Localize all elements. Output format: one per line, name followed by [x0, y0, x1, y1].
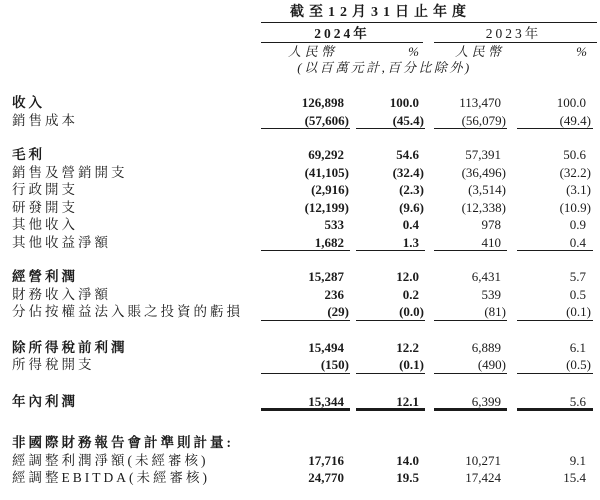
value-cell: 9.1 — [569, 452, 586, 468]
value-cell: 12.2 — [396, 339, 419, 355]
value-cell: 54.6 — [396, 147, 419, 162]
value-cell: (36,496) — [461, 164, 506, 180]
value-cell: 57,391 — [465, 147, 501, 162]
table-row — [0, 94, 600, 112]
value-cell: (150) — [261, 356, 350, 374]
value-cell: 69,292 — [308, 147, 344, 162]
value-cell: 410 — [434, 234, 507, 252]
value-cell: 533 — [324, 217, 344, 232]
row-label: 其他收入 — [12, 217, 78, 232]
table-row — [0, 303, 600, 321]
table-row — [0, 339, 600, 357]
value-cell: 12.0 — [396, 269, 419, 284]
row-label: 銷售成本 — [12, 112, 78, 128]
row-label: 研發開支 — [12, 199, 78, 215]
row-label: 分佔按權益法入賬之投資的虧損 — [12, 304, 243, 319]
value-cell: 15,287 — [308, 269, 344, 284]
row-label: 銷售及營銷開支 — [12, 164, 128, 180]
section-header-row — [0, 434, 600, 452]
value-cell: 17,424 — [465, 470, 501, 485]
unit-note: (以百萬元計,百分比除外) — [297, 60, 472, 75]
value-cell: 100.0 — [389, 95, 419, 110]
value-cell: 50.6 — [563, 147, 586, 162]
row-label: 其他收益淨額 — [12, 234, 111, 250]
column-year-2024: 2024年 — [314, 26, 370, 41]
value-cell: 17,716 — [308, 452, 344, 468]
table-row — [0, 268, 600, 286]
spacer-row — [0, 129, 600, 146]
table-row — [0, 452, 600, 470]
table-row — [0, 469, 600, 487]
table-row — [0, 146, 600, 164]
row-label: 年內利潤 — [12, 393, 78, 409]
value-cell: (490) — [434, 356, 507, 374]
value-cell: (0.1) — [356, 356, 425, 374]
value-cell: 0.2 — [402, 286, 419, 302]
value-cell: 236 — [324, 286, 344, 302]
value-cell: 1,682 — [261, 234, 350, 252]
value-cell: 0.9 — [569, 217, 586, 232]
subheader-rmb-2024: 人民幣 — [288, 44, 338, 59]
value-cell: 14.0 — [396, 452, 419, 468]
value-cell: (32.2) — [559, 164, 591, 180]
value-cell: (2,916) — [311, 182, 349, 197]
rule-under-2023 — [434, 42, 597, 43]
value-cell: 15,494 — [308, 339, 344, 355]
row-label: 收入 — [12, 95, 45, 110]
row-label: 經營利潤 — [12, 269, 78, 284]
value-cell: (81) — [434, 303, 507, 321]
value-cell: 0.4 — [402, 217, 419, 232]
value-cell: (2.3) — [399, 182, 424, 197]
value-cell: (0.1) — [517, 303, 593, 321]
value-cell: (3.1) — [566, 182, 591, 197]
column-year-2023: 2023年 — [485, 26, 542, 41]
row-label: 非國際財務報告會計準則計量: — [12, 435, 234, 450]
value-cell: 6,889 — [471, 339, 501, 355]
spacer-row — [0, 321, 600, 339]
value-cell: (3,514) — [468, 182, 506, 197]
value-cell: 12.1 — [356, 393, 425, 411]
value-cell: 100.0 — [556, 95, 586, 110]
value-cell: (56,079) — [434, 112, 507, 130]
spacer-row — [0, 374, 600, 393]
value-cell: 978 — [481, 217, 501, 232]
value-cell: 10,271 — [465, 452, 501, 468]
value-cell: 24,770 — [308, 470, 344, 485]
value-cell: (49.4) — [517, 112, 593, 130]
value-cell: (12,338) — [461, 199, 506, 215]
table-row — [0, 164, 600, 182]
value-cell: 0.5 — [569, 286, 586, 302]
table-row — [0, 356, 600, 374]
value-cell: 0.4 — [517, 234, 593, 252]
row-label: 毛利 — [12, 147, 45, 162]
value-cell: 113,470 — [459, 95, 501, 110]
spacer-row — [0, 251, 600, 268]
value-cell: (32.4) — [392, 164, 424, 180]
value-cell: 19.5 — [396, 470, 419, 485]
row-label: 除所得稅前利潤 — [12, 339, 128, 355]
value-cell: 6.1 — [569, 339, 586, 355]
value-cell: (10.9) — [559, 199, 591, 215]
value-cell: 6,431 — [471, 269, 501, 284]
value-cell: 15,344 — [261, 393, 350, 411]
value-cell: (9.6) — [399, 199, 424, 215]
row-label: 經調整EBITDA(未經審核) — [12, 470, 210, 485]
value-cell: 5.7 — [569, 269, 586, 284]
value-cell: (29) — [261, 303, 350, 321]
header-rule-top — [261, 22, 597, 23]
value-cell: (57,606) — [261, 112, 350, 130]
subheader-percent-2023: % — [576, 44, 587, 59]
value-cell: 126,898 — [301, 95, 344, 110]
subheader-rmb-2023: 人民幣 — [455, 44, 505, 59]
spacer-row — [0, 410, 600, 434]
row-label: 所得稅開支 — [12, 357, 95, 372]
table-row — [0, 393, 600, 411]
value-cell: 15.4 — [563, 470, 586, 485]
table-row — [0, 216, 600, 234]
value-cell: (41,105) — [304, 164, 349, 180]
table-row — [0, 181, 600, 199]
table-row — [0, 199, 600, 217]
value-cell: 539 — [481, 286, 501, 302]
table-row — [0, 112, 600, 130]
table-row — [0, 234, 600, 252]
value-cell: (0.5) — [517, 356, 593, 374]
value-cell: (0.0) — [356, 303, 425, 321]
row-label: 經調整利潤淨額(未經審核) — [12, 452, 209, 468]
value-cell: (45.4) — [356, 112, 425, 130]
row-label: 財務收入淨額 — [12, 286, 111, 302]
value-cell: 6,399 — [434, 393, 507, 411]
income-statement-body — [0, 94, 600, 487]
value-cell: 1.3 — [356, 234, 425, 252]
period-title: 截至12月31日止年度 — [290, 5, 471, 20]
table-row — [0, 286, 600, 304]
value-cell: 5.6 — [517, 393, 593, 411]
value-cell: (12,199) — [304, 199, 349, 215]
rule-under-2024 — [261, 42, 423, 43]
subheader-percent-2024: % — [408, 44, 419, 59]
row-label: 行政開支 — [12, 182, 78, 197]
